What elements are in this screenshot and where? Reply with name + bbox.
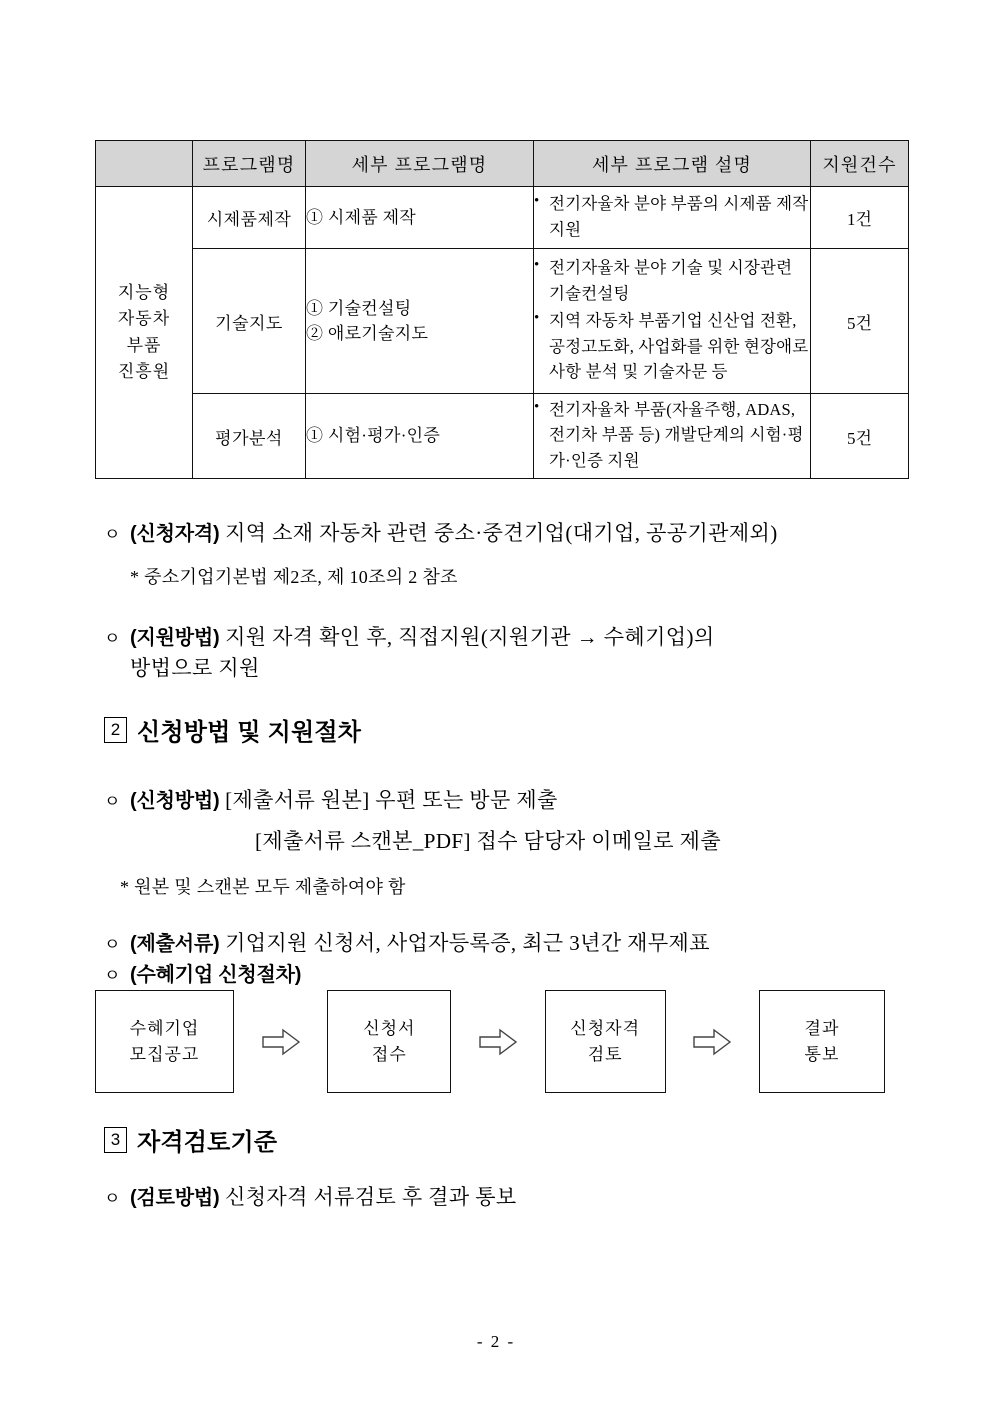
bullet-qualification [104,518,778,549]
subprogram-item: ① 시제품 제작 [306,207,417,227]
col-header-subprogram: 세부 프로그램명 [306,141,534,187]
table-header-row [96,141,909,187]
cell-description [534,394,811,479]
section-title: 신청방법 및 지원절차 [137,719,362,746]
flow-step-line: 신청서 [363,1019,416,1038]
cell-organization [96,187,193,479]
right-block-arrow-icon [478,1027,518,1057]
flow-step-box [327,990,451,1093]
col-header-program: 프로그램명 [193,141,306,187]
org-line: 지능형 [117,282,171,302]
description-item: • 전기자율차 부품(자율주행, ADAS, 전기차 부품 등) 개발단계의 시험·평가·인증 지원 [534,397,810,474]
subprogram-item: ① 시험·평가·인증 [306,426,441,446]
qualification-text: 지역 소재 자동차 관련 중소·중견기업(대기업, 공공기관제외) [225,521,778,545]
section-number: 2 [104,717,127,743]
documents-label: (제출서류) [130,933,220,955]
apply-method-label: (신청방법) [130,790,220,812]
cell-subprogram [306,394,534,479]
section-title: 자격검토기준 [137,1129,278,1156]
apply-method-note: * 원본 및 스캔본 모두 제출하여야 함 [120,877,406,897]
subprogram-item: ① 기술컨설팅 [306,298,412,318]
flow-arrow-slot [234,1027,327,1057]
org-line: 자동차 [117,309,171,329]
org-line: 부품 [126,335,162,355]
apply-method-text-cont: [제출서류 스캔본_PDF] 접수 담당자 이메일로 제출 [255,829,722,853]
qualification-note: * 중소기업기본법 제2조, 제 10조의 2 참조 [130,567,458,587]
col-header-description: 세부 프로그램 설명 [534,141,811,187]
bullet-marker: ㅇ [104,525,121,544]
cell-description [534,187,811,249]
support-method-text: 지원 자격 확인 후, 직접지원(지원기관 → 수혜기업)의 [225,625,715,649]
table-header [96,141,909,187]
cell-subprogram [306,249,534,394]
program-table [95,140,909,479]
cell-count: 1건 [811,187,909,249]
table-row [96,187,909,249]
bullet-marker: ㅇ [104,935,121,954]
bullet-apply-method [104,785,558,816]
cell-program: 시제품제작 [193,187,306,249]
section-heading-2 [104,712,361,747]
section-heading-3 [104,1122,277,1157]
right-block-arrow-icon [261,1027,301,1057]
application-flow-diagram [95,990,885,1093]
col-header-blank [96,141,193,187]
table-row [96,249,909,394]
flow-arrow-slot [666,1027,759,1057]
flow-step-line: 신청자격 [570,1019,640,1038]
flow-step-line: 수혜기업 [129,1019,200,1038]
review-method-text: 신청자격 서류검토 후 결과 통보 [225,1185,517,1209]
cell-description [534,249,811,394]
flow-step-box [95,990,234,1093]
apply-method-text: [제출서류 원본] 우편 또는 방문 제출 [225,788,558,812]
documents-text: 기업지원 신청서, 사업자등록증, 최근 3년간 재무제표 [225,931,710,955]
bullet-support-method [104,622,715,683]
flow-step-line: 접수 [371,1044,407,1064]
description-item: • 전기자율차 분야 부품의 시제품 제작 지원 [534,191,810,242]
org-line: 진흥원 [117,361,171,381]
support-method-text-cont: 방법으로 지원 [130,656,260,680]
bullet-marker: ㅇ [104,792,121,811]
flow-step-line: 통보 [804,1044,840,1064]
flow-step-line: 검토 [587,1044,623,1064]
bullet-marker: ㅇ [104,966,121,985]
flow-step-box [759,990,885,1093]
col-header-count: 지원건수 [811,141,909,187]
cell-program: 기술지도 [193,249,306,394]
bullet-marker: ㅇ [104,1189,121,1208]
flow-step-line: 모집공고 [129,1044,200,1064]
description-item: • 지역 자동차 부품기업 신산업 전환, 공정고도화, 사업화를 위한 현장애로 사항 분석 및 기술자문 등 [534,308,810,385]
page-number: - 2 - [476,1332,516,1351]
description-item: • 전기자율차 분야 기술 및 시장관련 기술컨설팅 [534,255,810,306]
flow-arrow-slot [451,1027,544,1057]
review-method-label: (검토방법) [130,1187,220,1209]
qualification-label: (신청자격) [130,523,220,545]
table-row [96,394,909,479]
support-method-label: (지원방법) [130,627,220,649]
flow-step-box [545,990,666,1093]
cell-count: 5건 [811,249,909,394]
cell-program: 평가분석 [193,394,306,479]
flow-step-line: 결과 [804,1019,840,1038]
section-number: 3 [104,1127,127,1153]
bullet-review-method [104,1182,517,1213]
bullet-documents [104,928,710,959]
cell-count: 5건 [811,394,909,479]
bullet-marker: ㅇ [104,629,121,648]
subprogram-item: ② 애로기술지도 [306,324,429,343]
bullet-procedure [104,959,301,990]
right-block-arrow-icon [692,1027,732,1057]
procedure-label: (수혜기업 신청절차) [130,964,302,986]
cell-subprogram [306,187,534,249]
